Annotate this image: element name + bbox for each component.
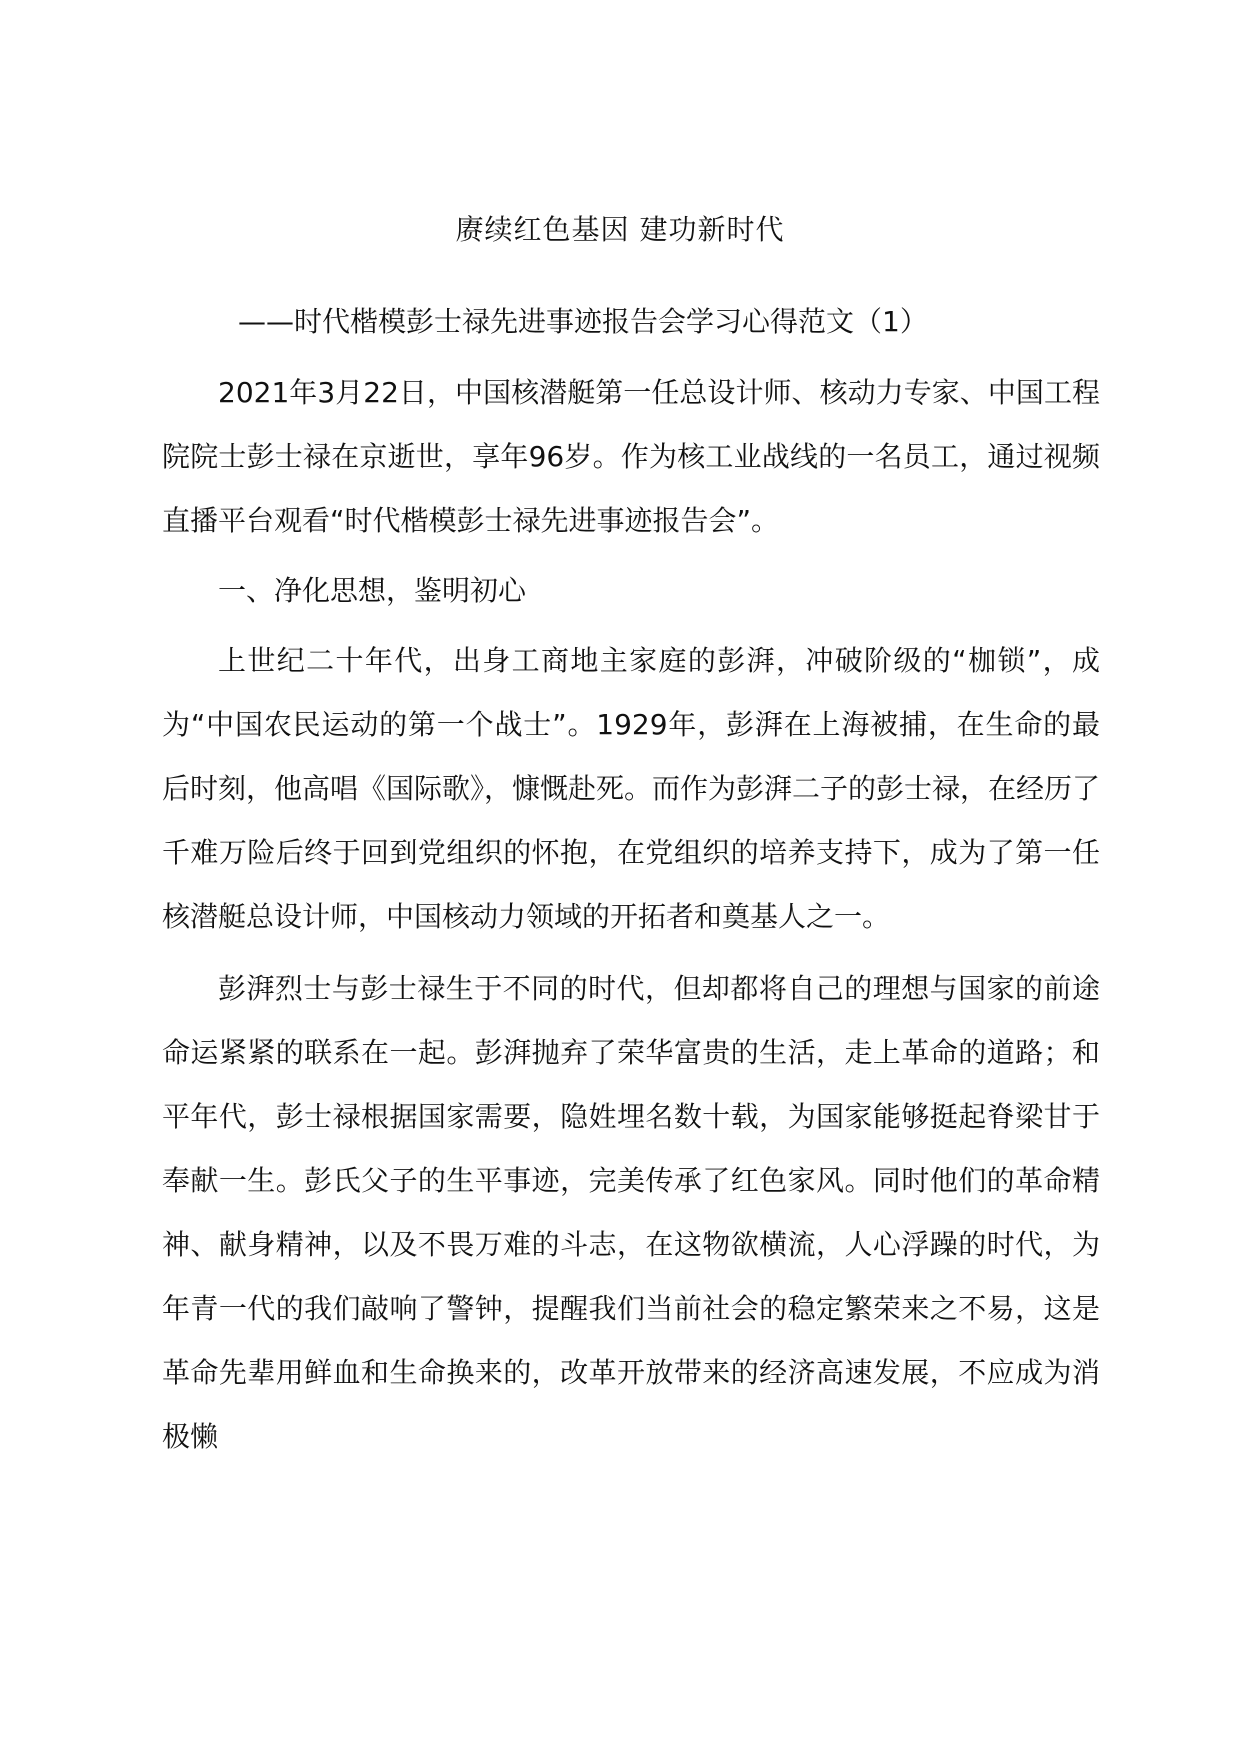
paragraph-intro: 2021年3月22日，中国核潜艇第一任总设计师、核动力专家、中国工程院院士彭士禄在京逝世，享年96岁。作为核工业战线的一名员工，通过视频直播平台观看“时代楷模彭士禄先进事迹报告会”。	[162, 376, 1100, 537]
document-title: 赓续红色基因 建功新时代	[455, 213, 785, 246]
document-body	[162, 361, 1100, 1469]
paragraph-history: 上世纪二十年代，出身工商地主家庭的彭湃，冲破阶级的“枷锁”，成为“中国农民运动的第一个战士”。1929年，彭湃在上海被捕，在生命的最后时刻，他高唱《国际歌》，慷慨赴死。而作为彭湃二子的彭士禄，在经历了千难万险后终于回到党组织的怀抱，在党组织的培养支持下，成为了第一任核潜艇总设计师，中国核动力领域的开拓者和奠基人之一。	[162, 644, 1101, 933]
paragraph-reflection: 彭湃烈士与彭士禄生于不同的时代，但却都将自己的理想与国家的前途命运紧紧的联系在一起。彭湃抛弃了荣华富贵的生活，走上革命的道路；和平年代，彭士禄根据国家需要，隐姓埋名数十载，为国家能够挺起脊梁甘于奉献一生。彭氏父子的生平事迹，完美传承了红色家风。同时他们的革命精神、献身精神，以及不畏万难的斗志，在这物欲横流，人心浮躁的时代，为年青一代的我们敲响了警钟，提醒我们当前社会的稳定繁荣来之不易，这是革命先辈用鲜血和生命换来的，改革开放带来的经济高速发展，不应成为消极懒	[162, 972, 1100, 1453]
section-heading: 一、净化思想，鉴明初心	[218, 574, 527, 607]
document-subtitle: ——时代楷模彭士禄先进事迹报告会学习心得范文（1）	[238, 305, 928, 338]
